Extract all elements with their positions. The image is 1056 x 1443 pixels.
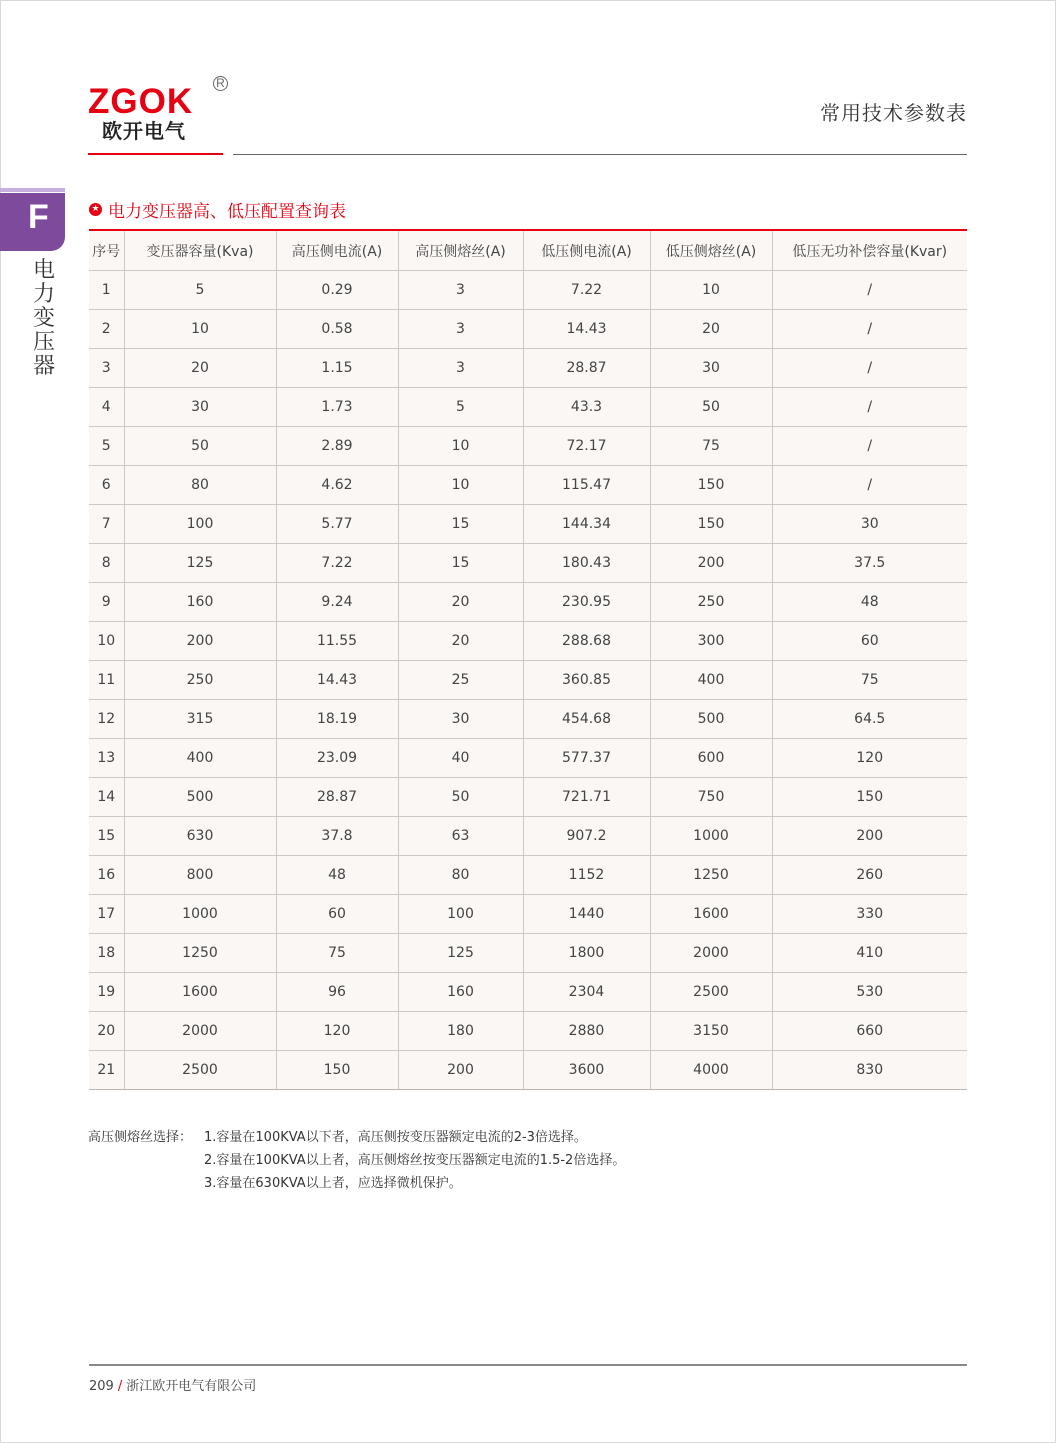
table-cell: / <box>772 427 967 466</box>
table-cell: / <box>772 310 967 349</box>
table-cell: 25 <box>398 661 523 700</box>
table-cell: 1.15 <box>276 349 398 388</box>
table-cell: 160 <box>124 583 276 622</box>
table-row <box>89 427 967 466</box>
table-cell: 19 <box>89 973 124 1012</box>
table-cell: 1250 <box>124 934 276 973</box>
table-cell: 330 <box>772 895 967 934</box>
table-cell: 1600 <box>650 895 772 934</box>
table-cell: 43.3 <box>523 388 650 427</box>
table-cell: 3 <box>398 310 523 349</box>
table-cell: 7 <box>89 505 124 544</box>
note-item: 1.容量在100KVA以下者，高压侧按变压器额定电流的2-3倍选择。 <box>204 1130 587 1145</box>
chapter-label: 电力变压器 <box>32 258 55 379</box>
logo-underline <box>88 153 223 155</box>
table-cell: 17 <box>89 895 124 934</box>
table-cell: 125 <box>124 544 276 583</box>
table-cell: 400 <box>124 739 276 778</box>
table-cell: 30 <box>650 349 772 388</box>
table-cell: 64.5 <box>772 700 967 739</box>
table-cell: 150 <box>650 466 772 505</box>
star-bullet-icon: ★ <box>89 203 102 216</box>
table-cell: 300 <box>650 622 772 661</box>
table-cell: 11.55 <box>276 622 398 661</box>
table-cell: 500 <box>650 700 772 739</box>
table-cell: 75 <box>772 661 967 700</box>
table-cell: 15 <box>89 817 124 856</box>
table-cell: 2000 <box>124 1012 276 1051</box>
table-cell: 250 <box>124 661 276 700</box>
table-cell: 1000 <box>124 895 276 934</box>
table-cell: 150 <box>276 1051 398 1090</box>
table-cell: 28.87 <box>276 778 398 817</box>
table-cell: 10 <box>398 466 523 505</box>
table-cell: 14.43 <box>523 310 650 349</box>
section-heading <box>89 198 346 220</box>
column-header: 高压侧电流(A) <box>276 231 398 271</box>
chapter-tab <box>0 193 65 251</box>
table-cell: 20 <box>398 622 523 661</box>
footer-divider <box>89 1364 967 1366</box>
table-cell: 120 <box>772 739 967 778</box>
table-cell: 9.24 <box>276 583 398 622</box>
table-cell: / <box>772 466 967 505</box>
notes-block <box>88 1126 625 1195</box>
table-cell: / <box>772 271 967 310</box>
table-cell: 100 <box>124 505 276 544</box>
table-cell: 530 <box>772 973 967 1012</box>
table-cell: 5 <box>89 427 124 466</box>
table-cell: 7.22 <box>523 271 650 310</box>
footer-separator: / <box>117 1379 123 1394</box>
column-header: 低压无功补偿容量(Kvar) <box>772 231 967 271</box>
table-cell: 0.29 <box>276 271 398 310</box>
table-cell: 660 <box>772 1012 967 1051</box>
table-row <box>89 622 967 661</box>
table-cell: 10 <box>398 427 523 466</box>
table-row <box>89 1012 967 1051</box>
table-row <box>89 973 967 1012</box>
table-header-row <box>89 231 967 271</box>
transformer-config-table <box>89 231 967 1090</box>
table-cell: 18 <box>89 934 124 973</box>
table-cell: 28.87 <box>523 349 650 388</box>
table-cell: 144.34 <box>523 505 650 544</box>
section-title-text: 电力变压器高、低压配置查询表 <box>108 201 346 222</box>
table-cell: 160 <box>398 973 523 1012</box>
table-row <box>89 895 967 934</box>
table-cell: 721.71 <box>523 778 650 817</box>
table-cell: 1.73 <box>276 388 398 427</box>
company-logo <box>88 76 238 146</box>
logo-chinese-name: 欧开电气 <box>102 119 186 143</box>
table-cell: 1440 <box>523 895 650 934</box>
table-cell: 315 <box>124 700 276 739</box>
table-row <box>89 466 967 505</box>
table-cell: 200 <box>398 1051 523 1090</box>
table-cell: 9 <box>89 583 124 622</box>
table-row <box>89 934 967 973</box>
table-cell: 500 <box>124 778 276 817</box>
table-cell: 30 <box>398 700 523 739</box>
table-cell: 150 <box>772 778 967 817</box>
table-cell: 15 <box>398 544 523 583</box>
table-cell: 20 <box>89 1012 124 1051</box>
table-cell: 180.43 <box>523 544 650 583</box>
table-cell: 100 <box>398 895 523 934</box>
column-header: 高压侧熔丝(A) <box>398 231 523 271</box>
table-cell: 400 <box>650 661 772 700</box>
column-header: 序号 <box>89 231 124 271</box>
table-cell: 230.95 <box>523 583 650 622</box>
table-cell: 48 <box>276 856 398 895</box>
notes-label: 高压侧熔丝选择： <box>88 1130 193 1145</box>
table-cell: 10 <box>89 622 124 661</box>
note-item: 2.容量在100KVA以上者，高压侧熔丝按变压器额定电流的1.5-2倍选择。 <box>204 1153 626 1168</box>
table-row <box>89 661 967 700</box>
table-cell: 37.8 <box>276 817 398 856</box>
table-row <box>89 388 967 427</box>
table-cell: 48 <box>772 583 967 622</box>
table-cell: 260 <box>772 856 967 895</box>
table-cell: 37.5 <box>772 544 967 583</box>
table-cell: 2500 <box>124 1051 276 1090</box>
table-cell: 1800 <box>523 934 650 973</box>
table-cell: 14.43 <box>276 661 398 700</box>
table-cell: 125 <box>398 934 523 973</box>
table-cell: 3 <box>398 349 523 388</box>
table-cell: 180 <box>398 1012 523 1051</box>
table-cell: 0.58 <box>276 310 398 349</box>
table-row <box>89 349 967 388</box>
table-cell: 1 <box>89 271 124 310</box>
header-divider <box>233 154 967 155</box>
table-cell: 4.62 <box>276 466 398 505</box>
logo-wordmark: ZGOK <box>88 82 194 121</box>
table-cell: 2.89 <box>276 427 398 466</box>
table-cell: 5 <box>398 388 523 427</box>
table-cell: 80 <box>124 466 276 505</box>
table-cell: 115.47 <box>523 466 650 505</box>
registered-mark-icon: R <box>213 76 228 91</box>
table-cell: 360.85 <box>523 661 650 700</box>
table-cell: 7.22 <box>276 544 398 583</box>
table-cell: 630 <box>124 817 276 856</box>
table-cell: 10 <box>124 310 276 349</box>
table-cell: / <box>772 349 967 388</box>
footer <box>89 1375 256 1394</box>
page-number: 209 <box>89 1379 114 1394</box>
table-cell: 3 <box>398 271 523 310</box>
table-cell: 50 <box>124 427 276 466</box>
table-cell: 15 <box>398 505 523 544</box>
table-cell: 13 <box>89 739 124 778</box>
side-tab-accent <box>0 188 65 192</box>
table-cell: 20 <box>398 583 523 622</box>
table-row <box>89 583 967 622</box>
table-cell: 577.37 <box>523 739 650 778</box>
table-row <box>89 505 967 544</box>
table-cell: 1600 <box>124 973 276 1012</box>
table-cell: 800 <box>124 856 276 895</box>
company-name: 浙江欧开电气有限公司 <box>126 1379 257 1394</box>
table-cell: 6 <box>89 466 124 505</box>
table-cell: 60 <box>772 622 967 661</box>
table-cell: 96 <box>276 973 398 1012</box>
table-cell: 4000 <box>650 1051 772 1090</box>
table-cell: 200 <box>124 622 276 661</box>
column-header: 变压器容量(Kva) <box>124 231 276 271</box>
table-cell: 830 <box>772 1051 967 1090</box>
chapter-letter: F <box>28 198 49 236</box>
table-cell: 2 <box>89 310 124 349</box>
table-cell: 14 <box>89 778 124 817</box>
column-header: 低压侧熔丝(A) <box>650 231 772 271</box>
table-cell: 200 <box>650 544 772 583</box>
table-cell: 5 <box>124 271 276 310</box>
table-cell: 21 <box>89 1051 124 1090</box>
table-cell: 63 <box>398 817 523 856</box>
table-cell: 2000 <box>650 934 772 973</box>
table-cell: 2304 <box>523 973 650 1012</box>
table-cell: 120 <box>276 1012 398 1051</box>
table-row <box>89 856 967 895</box>
table-cell: 200 <box>772 817 967 856</box>
table-cell: 1152 <box>523 856 650 895</box>
column-header: 低压侧电流(A) <box>523 231 650 271</box>
table-cell: 30 <box>772 505 967 544</box>
table-cell: 50 <box>650 388 772 427</box>
table-cell: 600 <box>650 739 772 778</box>
table-row <box>89 544 967 583</box>
table-cell: 23.09 <box>276 739 398 778</box>
table-row <box>89 739 967 778</box>
table-cell: 10 <box>650 271 772 310</box>
table-cell: 288.68 <box>523 622 650 661</box>
table-row <box>89 271 967 310</box>
table-cell: 12 <box>89 700 124 739</box>
table-cell: 150 <box>650 505 772 544</box>
table-cell: 1250 <box>650 856 772 895</box>
table-cell: 75 <box>276 934 398 973</box>
table-body <box>89 271 967 1090</box>
table-row <box>89 310 967 349</box>
table-cell: 80 <box>398 856 523 895</box>
table-cell: 11 <box>89 661 124 700</box>
table-cell: 8 <box>89 544 124 583</box>
table-cell: 3150 <box>650 1012 772 1051</box>
table-cell: 4 <box>89 388 124 427</box>
table-cell: 20 <box>124 349 276 388</box>
table-cell: 750 <box>650 778 772 817</box>
table-cell: 3600 <box>523 1051 650 1090</box>
table-cell: 2500 <box>650 973 772 1012</box>
table-cell: 5.77 <box>276 505 398 544</box>
table-row <box>89 817 967 856</box>
table-cell: 3 <box>89 349 124 388</box>
table-cell: 18.19 <box>276 700 398 739</box>
table-row <box>89 778 967 817</box>
page-title: 常用技术参数表 <box>820 101 967 125</box>
table-cell: 1000 <box>650 817 772 856</box>
table-cell: 16 <box>89 856 124 895</box>
table-cell: / <box>772 388 967 427</box>
table-cell: 40 <box>398 739 523 778</box>
table-row <box>89 1051 967 1090</box>
note-item: 3.容量在630KVA以上者，应选择微机保护。 <box>204 1176 462 1191</box>
table-cell: 50 <box>398 778 523 817</box>
table-cell: 250 <box>650 583 772 622</box>
table-cell: 907.2 <box>523 817 650 856</box>
table-cell: 410 <box>772 934 967 973</box>
table-cell: 30 <box>124 388 276 427</box>
table-row <box>89 700 967 739</box>
table-cell: 2880 <box>523 1012 650 1051</box>
table-cell: 75 <box>650 427 772 466</box>
table-cell: 20 <box>650 310 772 349</box>
table-cell: 60 <box>276 895 398 934</box>
table-cell: 72.17 <box>523 427 650 466</box>
table-cell: 454.68 <box>523 700 650 739</box>
